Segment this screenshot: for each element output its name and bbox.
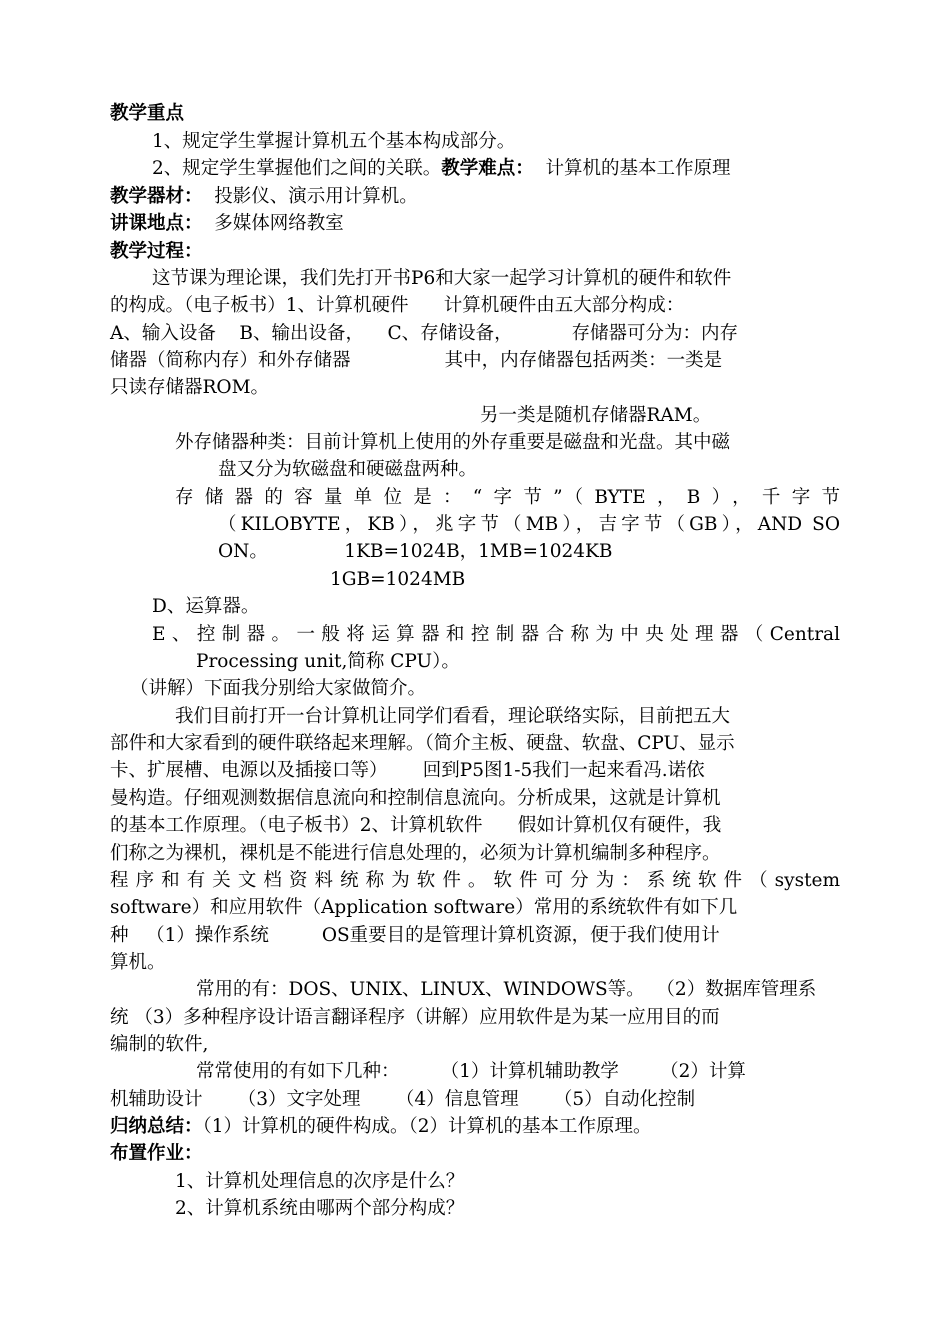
equipment-text: 投影仪、演示用计算机。 — [202, 186, 418, 207]
external-storage-line-2: 盘又分为软磁盘和硬磁盘两种。 — [218, 459, 478, 480]
paragraph-1-line-6: 另一类是随机存储器RAM。 — [480, 405, 712, 426]
paragraph-1-line-2: 的构成。（电子板书）1、计算机硬件 计算机硬件由五大部分构成： — [110, 295, 685, 316]
storage-unit-line-3: ON。 1KB=1024B，1MB=1024KB — [218, 541, 613, 562]
location-text: 多媒体网络教室 — [202, 213, 344, 234]
heading-focus: 教学重点 — [110, 103, 185, 124]
paragraph-1-line-1: 这节课为理论课，我们先打开书P6和大家一起学习计算机的硬件和软件 — [152, 268, 732, 289]
heading-equipment: 教学器材： — [110, 186, 203, 207]
paragraph-3-line-2: 统 （3）多种程序设计语言翻译程序（讲解）应用软件是为某一应用目的而 — [110, 1007, 720, 1028]
focus-item-2: 2、规定学生掌握他们之间的关联。 — [152, 158, 442, 179]
storage-unit-line-1: 存储器的容量单位是：“字节”（BYTE，B），千字节 — [175, 487, 840, 508]
equipment-line — [110, 183, 418, 210]
paragraph-2-line-4: 曼构造。仔细观测数据信息流向和控制信息流向。分析成果，这就是计算机 — [110, 788, 721, 809]
storage-unit-line-2: （KILOBYTE，KB），兆字节（MB），吉字节（GB），AND SO — [218, 514, 840, 535]
homework-item-1: 1、计算机处理信息的次序是什么？ — [175, 1171, 465, 1192]
difficulty-text: 计算机的基本工作原理 — [533, 158, 731, 179]
paragraph-2-line-8: software）和应用软件（Application software）常用的系统软件有如下几 — [110, 897, 738, 918]
item-e-line-2: Processing unit,简称 CPU）。 — [196, 651, 460, 672]
heading-difficulty: 教学难点： — [441, 158, 534, 179]
location-line — [110, 210, 344, 237]
paragraph-3-line-3: 编制的软件, — [110, 1034, 209, 1055]
storage-unit-line-4: 1GB=1024MB — [330, 569, 466, 590]
paragraph-2-line-6: 们称之为裸机，裸机是不能进行信息处理的，必须为计算机编制多种程序。 — [110, 843, 721, 864]
heading-location: 讲课地点： — [110, 213, 203, 234]
paragraph-4-line-2: 机辅助设计 （3）文字处理 （4）信息管理 （5）自动化控制 — [110, 1089, 696, 1110]
external-storage-line-1: 外存储器种类：目前计算机上使用的外存重要是磁盘和光盘。其中磁 — [175, 432, 731, 453]
paragraph-2-line-3: 卡、扩展槽、电源以及插接口等） 回到P5图1-5我们一起来看冯.诺依 — [110, 760, 705, 781]
paragraph-2-line-7: 程序和有关文档资料统称为软件。软件可分为：系统软件（system — [110, 870, 840, 891]
heading-process: 教学过程： — [110, 241, 203, 262]
homework-item-2: 2、计算机系统由哪两个部分构成？ — [175, 1198, 465, 1219]
item-e-line-1: E、控制器。一般将运算器和控制器合称为中央处理器（Central — [152, 624, 840, 645]
summary-text: （1）计算机的硬件构成。（2）计算机的基本工作原理。 — [202, 1116, 652, 1137]
focus-item-1: 1、规定学生掌握计算机五个基本构成部分。 — [152, 131, 516, 152]
paragraph-1-line-3: A、输入设备 B、输出设备， C、存储设备， 存储器可分为：内存 — [110, 323, 738, 344]
heading-homework: 布置作业： — [110, 1143, 203, 1164]
explain-line: （讲解）下面我分别给大家做简介。 — [130, 678, 427, 699]
paragraph-1-line-4: 储器（简称内存）和外存储器 其中，内存储器包括两类：一类是 — [110, 350, 723, 371]
paragraph-1-line-5: 只读存储器ROM。 — [110, 377, 270, 398]
paragraph-2-line-10: 算机。 — [110, 952, 166, 973]
focus-item-2-line — [152, 155, 731, 182]
paragraph-4-line-1: 常常使用的有如下几种： （1）计算机辅助教学 （2）计算 — [196, 1061, 746, 1082]
paragraph-2-line-2: 部件和大家看到的硬件联络起来理解。（简介主板、硬盘、软盘、CPU、显示 — [110, 733, 735, 754]
paragraph-3-line-1: 常用的有：DOS、UNIX、LINUX、WINDOWS等。 （2）数据库管理系 — [196, 979, 817, 1000]
item-d-line: D、运算器。 — [152, 596, 260, 617]
paragraph-2-line-5: 的基本工作原理。（电子板书）2、计算机软件 假如计算机仅有硬件，我 — [110, 815, 722, 836]
heading-summary: 归纳总结： — [110, 1116, 203, 1137]
summary-line — [110, 1113, 652, 1140]
paragraph-2-line-9: 种 （1）操作系统 OS重要目的是管理计算机资源，便于我们使用计 — [110, 925, 720, 946]
paragraph-2-line-1: 我们目前打开一台计算机让同学们看看，理论联络实际，目前把五大 — [175, 706, 731, 727]
